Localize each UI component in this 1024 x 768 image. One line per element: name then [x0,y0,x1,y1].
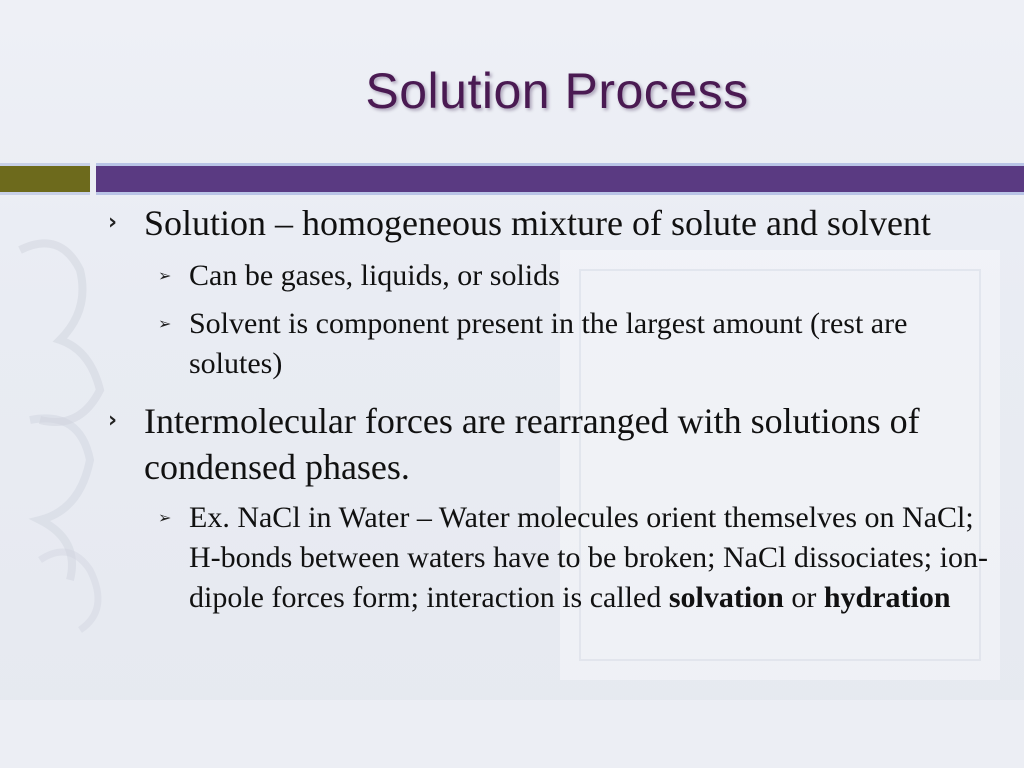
divider-accent-right [96,163,1024,195]
sub-bullet-item [0,304,1024,384]
sub-bullet-lead: Ex. NaCl in Water – Water molecules orient themselves on NaCl; H-bonds between waters have to be broken; NaCl dissociates; ion-dipole forces form; interaction is called [189,501,988,614]
sub-bullet-item [0,256,1024,296]
slide-title: Solution Process [365,63,749,119]
term-hydration: hydration [823,581,951,614]
chevron-right-icon: › [108,408,118,433]
slide-body [0,195,1024,618]
arrowhead-right-icon: ➢ [158,508,172,527]
bullet-text: Intermolecular forces are rearranged with solutions of condensed phases. [144,401,920,487]
divider-accent-left [0,163,90,195]
bullet-item [0,200,1024,246]
sub-bullet-item [0,498,1024,618]
sub-bullet-text: Can be gases, liquids, or solids [189,259,560,292]
arrowhead-right-icon: ➢ [158,266,172,285]
term-solvation: solvation [668,581,784,614]
sub-bullet-connector: or [783,581,824,614]
arrowhead-right-icon: ➢ [158,314,172,333]
sub-bullet-text: Solvent is component present in the largest amount (rest are solutes) [189,307,908,380]
sub-bullet-text [189,501,988,614]
bullet-text: Solution – homogeneous mixture of solute and solvent [144,203,931,243]
chevron-right-icon: › [108,210,118,235]
title-divider-bar [0,160,1024,192]
bullet-item [0,398,1024,490]
